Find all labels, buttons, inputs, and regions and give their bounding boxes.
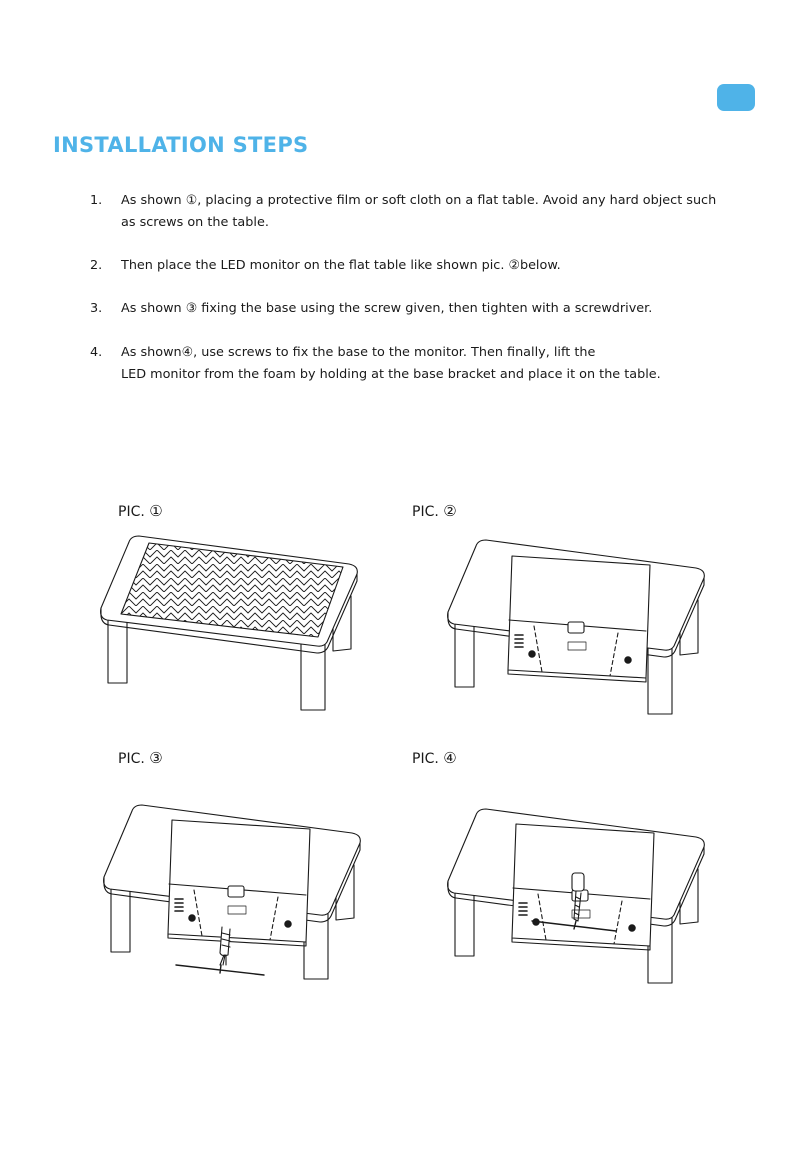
- step-number: 3.: [90, 301, 103, 316]
- table-with-protective-film-icon: [101, 536, 358, 710]
- pic-marker: ④: [443, 749, 457, 767]
- pic-label-text: PIC.: [118, 751, 145, 767]
- pic-label-text: PIC.: [412, 504, 439, 520]
- pic-marker: ①: [149, 502, 163, 520]
- step-line: LED monitor from the foam by holding at the base bracket and place it on the table.: [121, 367, 661, 382]
- pic-marker: ②: [443, 502, 457, 520]
- step-line: Then place the LED monitor on the flat table like shown pic. ②below.: [121, 258, 561, 273]
- pic-label-text: PIC.: [412, 751, 439, 767]
- step-line: As shown ①, placing a protective film or soft cloth on a flat table. Avoid any hard object such: [121, 193, 717, 208]
- step-line: as screws on the table.: [121, 215, 269, 230]
- pic-marker: ③: [149, 749, 163, 767]
- monitor-face-down-on-table-icon: [448, 540, 705, 714]
- pic-label-text: PIC.: [118, 504, 145, 520]
- monitor-with-base-attached-icon: [448, 809, 705, 983]
- step-line: As shown④, use screws to fix the base to the monitor. Then finally, lift the: [121, 345, 596, 360]
- step-number: 4.: [90, 345, 103, 360]
- step-line: As shown ③ fixing the base using the screw given, then tighten with a screwdriver.: [121, 301, 653, 316]
- step-number: 2.: [90, 258, 103, 273]
- monitor-with-base-screwed-icon: [104, 805, 361, 979]
- step-number: 1.: [90, 193, 103, 208]
- page-title: INSTALLATION STEPS: [53, 133, 309, 157]
